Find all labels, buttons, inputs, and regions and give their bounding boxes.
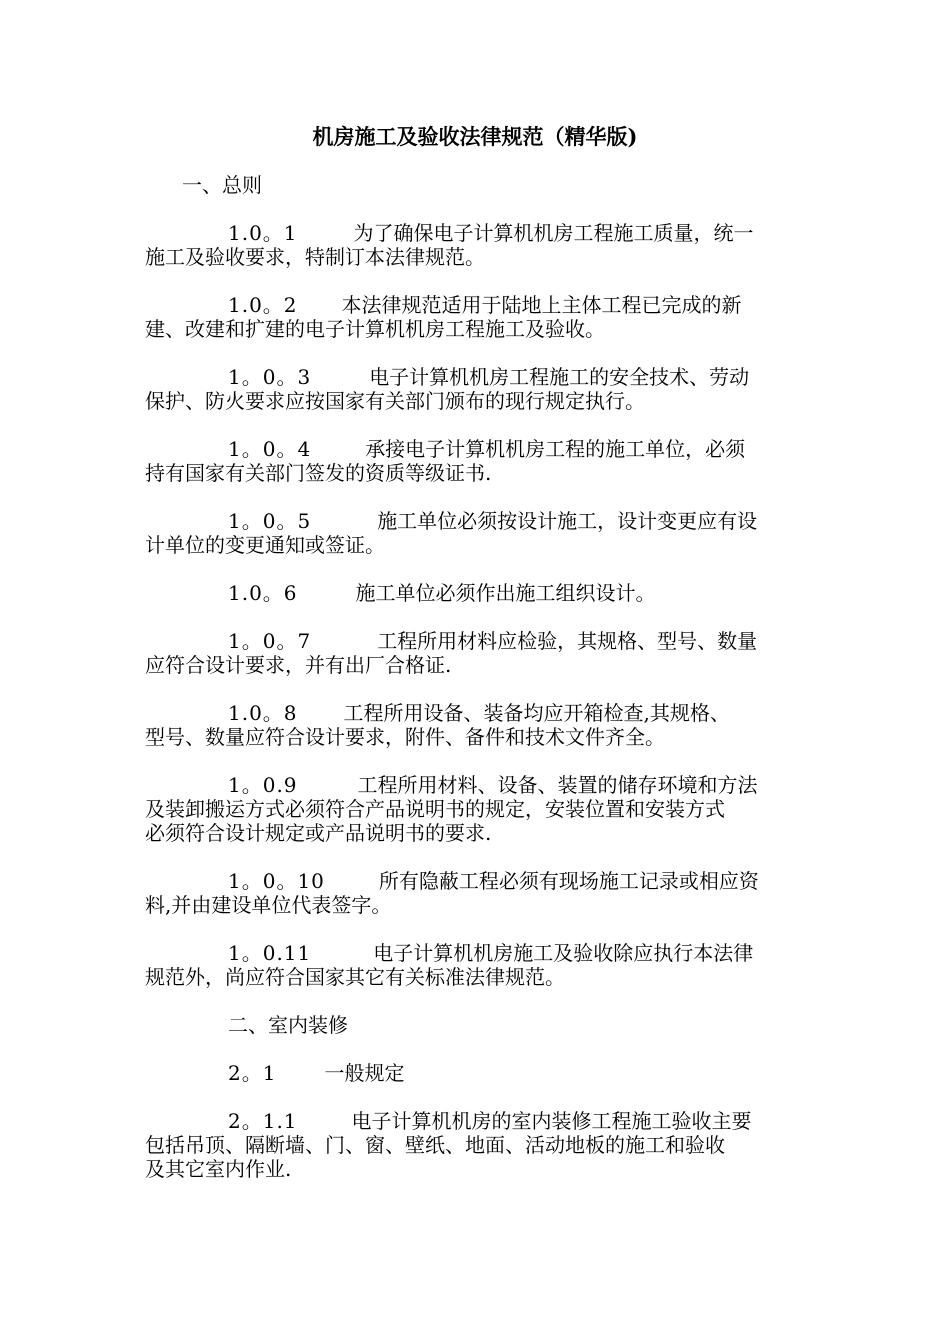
clause-number: 1。0。5 xyxy=(228,509,312,533)
clause-2-1-1-line-2: 包括吊顶、隔断墙、门、窗、壁纸、地面、活动地板的施工和验收 xyxy=(145,1133,725,1157)
clause-text: 承接电子计算机机房工程的施工单位，必须 xyxy=(365,437,746,461)
clause-text: 所有隐蔽工程必须有现场施工记录或相应资 xyxy=(378,869,759,893)
clause-1-0-1-line-1 xyxy=(228,220,892,246)
clause-number: 2。1.1 xyxy=(228,1109,298,1133)
section-heading-general: 一、总则 xyxy=(182,173,262,197)
clause-1-0-7-line-1 xyxy=(228,628,892,654)
clause-1-0-8-line-2: 型号、数量应符合设计要求，附件、备件和技术文件齐全。 xyxy=(145,725,665,749)
document-title: 机房施工及验收法律规范（精华版) xyxy=(312,124,638,149)
clause-number: 1。0.9 xyxy=(228,773,298,797)
clause-1-0-3-line-2: 保护、防火要求应按国家有关部门颁布的现行规定执行。 xyxy=(145,389,645,413)
clause-number: 1。0。7 xyxy=(228,629,312,653)
clause-1-0-8-line-1 xyxy=(228,700,892,726)
clause-number: 1.0。8 xyxy=(228,701,298,725)
clause-text: 工程所用材料、设备、装置的储存环境和方法 xyxy=(357,773,758,797)
sub-heading-general-rules xyxy=(228,1060,892,1086)
clause-number: 1。0。4 xyxy=(228,437,312,461)
clause-text: 电子计算机机房施工及验收除应执行本法律 xyxy=(373,941,754,965)
clause-text: 电子计算机机房的室内装修工程施工验收主要 xyxy=(351,1109,752,1133)
clause-number: 1。0.11 xyxy=(228,941,312,965)
clause-1-0-9-line-3: 必须符合设计规定或产品说明书的要求. xyxy=(145,821,492,845)
clause-text: 本法律规范适用于陆地上主体工程已完成的新 xyxy=(341,293,742,317)
clause-1-0-5-line-1 xyxy=(228,508,892,534)
clause-text: 施工单位必须按设计施工，设计变更应有设 xyxy=(377,509,758,533)
clause-1-0-7-line-2: 应符合设计要求，并有出厂合格证. xyxy=(145,653,452,677)
clause-1-0-11-line-2: 规范外，尚应符合国家其它有关标准法律规范。 xyxy=(145,965,565,989)
clause-1-0-2-line-2: 建、改建和扩建的电子计算机机房工程施工及验收。 xyxy=(145,317,605,341)
clause-2-1-1-line-1 xyxy=(228,1108,892,1134)
clause-text: 电子计算机机房工程施工的安全技术、劳动 xyxy=(369,365,750,389)
clause-1-0-5-line-2: 计单位的变更通知或签证。 xyxy=(145,533,385,557)
clause-text: 工程所用设备、装备均应开箱检查,其规格、 xyxy=(343,701,730,725)
clause-1-0-2-line-1 xyxy=(228,292,892,318)
clause-1-0-9-line-2: 及装卸搬运方式必须符合产品说明书的规定，安装位置和安装方式 xyxy=(145,797,725,821)
clause-1-0-10-line-1 xyxy=(228,868,892,894)
clause-number: 1。0。10 xyxy=(228,869,325,893)
clause-number: 1。0。3 xyxy=(228,365,312,389)
clause-number: 1.0。1 xyxy=(228,221,298,245)
clause-text: 工程所用材料应检验，其规格、型号、数量 xyxy=(377,629,758,653)
clause-number: 1.0。2 xyxy=(228,293,298,317)
clause-1-0-4-line-2: 持有国家有关部门签发的资质等级证书. xyxy=(145,461,492,485)
clause-2-1-1-line-3: 及其它室内作业. xyxy=(145,1157,292,1181)
clause-1-0-10-line-2: 料,并由建设单位代表签字。 xyxy=(145,893,392,917)
clause-1-0-6-line-1 xyxy=(228,580,892,606)
clause-1-0-4-line-1 xyxy=(228,436,892,462)
clause-1-0-1-line-2: 施工及验收要求，特制订本法律规范。 xyxy=(145,245,485,269)
clause-1-0-11-line-1 xyxy=(228,940,892,966)
clause-1-0-9-line-1 xyxy=(228,772,892,798)
section-heading-interior: 二、室内装修 xyxy=(228,1013,348,1037)
clause-text: 为了确保电子计算机机房工程施工质量，统一 xyxy=(353,221,754,245)
clause-text: 施工单位必须作出施工组织设计。 xyxy=(355,581,656,605)
clause-number: 1.0。6 xyxy=(228,581,298,605)
sub-heading-text: 一般规定 xyxy=(324,1061,405,1085)
sub-heading-number: 2。1 xyxy=(228,1061,277,1085)
clause-1-0-3-line-1 xyxy=(228,364,892,390)
